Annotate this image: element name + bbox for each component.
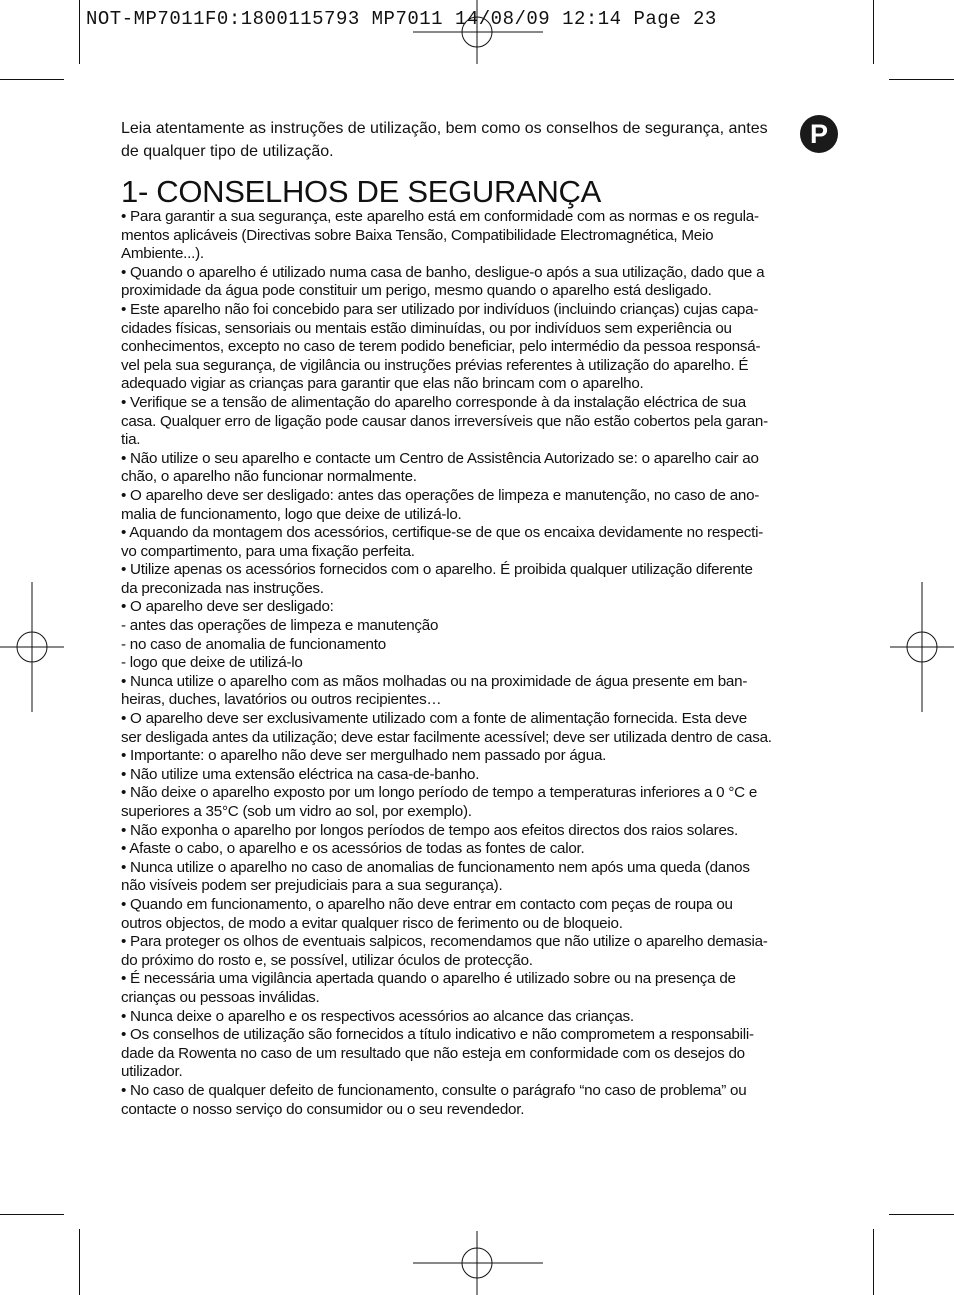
text-line: superiores a 35°C (sob um vidro ao sol, por exemplo). [121,803,472,820]
text-line: outros objectos, de modo a evitar qualquer risco de ferimento ou de bloqueio. [121,914,623,932]
text-line: malia de funcionamento, logo que deixe de utilizá-lo. [121,505,462,523]
text-line: não visíveis podem ser prejudiciais para a sua segurança). [121,877,503,895]
text-line: • O aparelho deve ser exclusivamente utilizado com a fonte de alimentação fornecida. Esta deve [121,710,747,728]
text-line: • Utilize apenas os acessórios fornecidos com o aparelho. É proibida qualquer utilização diferente [121,561,753,579]
text-line: • Verifique se a tensão de alimentação do aparelho corresponde à da instalação eléctrica de sua [121,393,746,411]
text-line: • Para proteger os olhos de eventuais salpicos, recomendamos que não utilize o aparelho demasia- [121,933,768,951]
text-line: - logo que deixe de utilizá-lo [121,654,303,672]
text-line: • É necessária uma vigilância apertada quando o aparelho é utilizado sobre ou na presença de [121,970,736,988]
text-line: heiras, duches, lavatórios ou outros recipientes… [121,691,442,709]
text-line: chão, o aparelho não funcionar normalmente. [121,468,417,486]
intro-paragraph: Leia atentamente as instruções de utilização, bem como os conselhos de segurança, antes de qualquer tipo de utilização. [121,120,768,160]
text-line: • Este aparelho não foi concebido para ser utilizado por indivíduos (incluindo crianças) cujas capa- [121,300,759,318]
text-line: • Não deixe o aparelho exposto por um longo período de tempo a temperaturas inferiores a 0 °C e [121,784,758,802]
text-line: • Aquando da montagem dos acessórios, certifique-se de que os encaixa devidamente no respecti- [121,524,764,542]
text-line: • O aparelho deve ser desligado: antes das operações de limpeza e manutenção, no caso de ano- [121,486,760,504]
text-line: • Quando em funcionamento, o aparelho não deve entrar em contacto com peças de roupa ou [121,895,733,913]
text-line: • Nunca utilize o aparelho com as mãos molhadas ou na proximidade de água presente em ban- [121,672,748,690]
text-line: Ambiente...). [121,245,204,263]
text-line: • Importante: o aparelho não deve ser mergulhado nem passado por água. [121,747,607,765]
text-line: proximidade da água pode constituir um perigo, mesmo quando o aparelho está desligado. [121,282,712,300]
registration-mark-bottom [413,1231,543,1295]
text-line: vel pela sua segurança, de vigilância ou instruções prévias referentes à utilização do aparelho. É [121,356,749,374]
registration-mark-left [0,582,64,712]
language-badge: P [800,115,838,153]
text-line: crianças ou pessoas inválidas. [121,988,320,1006]
text-line: • O aparelho deve ser desligado: [121,598,334,616]
text-line: cidades físicas, sensoriais ou mentais estão diminuídas, ou por indivíduos sem experiência ou [121,319,732,337]
text-line: - no caso de anomalia de funcionamento [121,635,386,653]
text-line: dade da Rowenta no caso de um resultado que não esteja em conformidade com os desejos do [121,1044,745,1062]
registration-mark-right [890,582,954,712]
text-line: • Os conselhos de utilização são fornecidos a título indicativo e não comprometem a responsabili- [121,1026,754,1044]
text-line: adequado vigiar as crianças para garantir que elas não brincam com o aparelho. [121,375,644,393]
text-line: • Para garantir a sua segurança, este aparelho está em conformidade com as normas e os regula- [121,208,759,225]
text-line: contacte o nosso serviço do consumidor ou o seu revendedor. [121,1100,525,1118]
text-line: • Não utilize o seu aparelho e contacte um Centro de Assistência Autorizado se: o aparelho cair ao [121,449,759,467]
text-line: • Afaste o cabo, o aparelho e os acessórios de todas as fontes de calor. [121,840,585,858]
text-line: casa. Qualquer erro de ligação pode causar danos irreversíveis que não estão cobertos pela garan- [121,412,768,430]
text-line: • Não exponha o aparelho por longos períodos de tempo aos efeitos directos dos raios solares. [121,821,738,839]
safety-instructions [121,208,833,1119]
text-line: • No caso de qualquer defeito de funcionamento, consulte o parágrafo “no caso de problema” ou [121,1081,747,1099]
text-line: mentos aplicáveis (Directivas sobre Baixa Tensão, Compatibilidade Electromagnética, Meio [121,226,714,244]
text-line: ser desligada antes da utilização; deve estar facilmente acessível; deve ser utilizada dentro de casa. [121,728,772,746]
text-line: conhecimentos, excepto no caso de terem podido beneficiar, pelo intermédio da pessoa responsá- [121,338,761,356]
text-line: tia. [121,431,141,449]
section-title: 1- CONSELHOS DE SEGURANÇA [121,174,601,209]
text-line: da preconizada nas instruções. [121,579,324,597]
text-line: • Nunca deixe o aparelho e os respectivos acessórios ao alcance das crianças. [121,1007,634,1025]
text-line: • Nunca utilize o aparelho no caso de anomalias de funcionamento nem após uma queda (danos [121,858,750,876]
print-slug: NOT-MP7011F0:1800115793 MP7011 14/08/09 12:14 Page 23 [86,8,717,30]
text-line: utilizador. [121,1063,183,1081]
registration-mark-top [413,0,543,64]
text-line: • Quando o aparelho é utilizado numa casa de banho, desligue-o após a sua utilização, dado que a [121,263,765,281]
text-line: - antes das operações de limpeza e manutenção [121,617,439,635]
text-line: vo compartimento, para uma fixação perfeita. [121,542,415,560]
text-line: do próximo do rosto e, se possível, utilizar óculos de protecção. [121,951,533,969]
text-line: • Não utilize uma extensão eléctrica na casa-de-banho. [121,765,480,783]
